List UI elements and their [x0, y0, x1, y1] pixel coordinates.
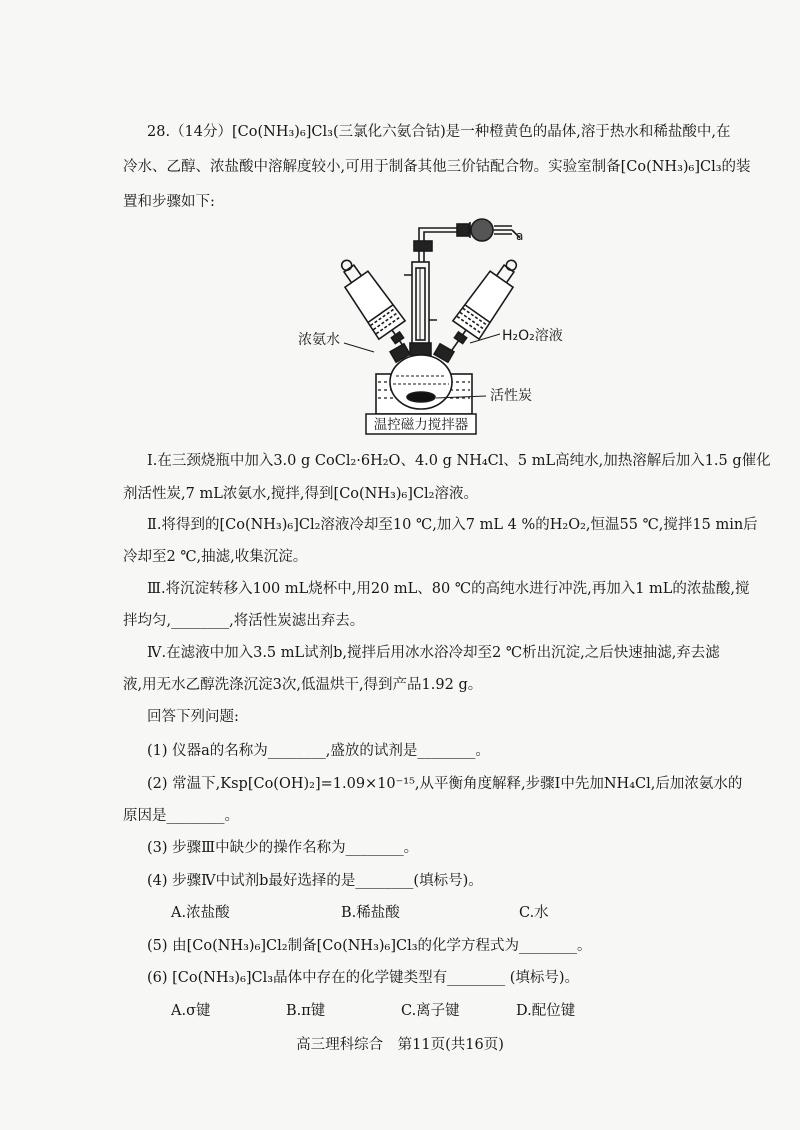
step-1-line-1: Ⅰ.在三颈烧瓶中加入3.0 g CoCl₂·6H₂O、4.0 g NH₄Cl、5 mL高纯水,加热溶解后加入1.5 g催化	[147, 453, 771, 469]
diagram-label-carbon: 活性炭	[490, 388, 532, 404]
step-1-line-2: 剂活性炭,7 mL浓氨水,搅拌,得到[Co(NH₃)₆]Cl₂溶液。	[123, 486, 478, 502]
q4-option-c: C.水	[519, 905, 549, 921]
step-2-line-1: Ⅱ.将得到的[Co(NH₃)₆]Cl₂溶液冷却至10 ℃,加入7 mL 4 %的H₂O₂,恒温55 ℃,搅拌15 min后	[147, 517, 758, 533]
sub-question-6: (6) [Co(NH₃)₆]Cl₃晶体中存在的化学键类型有________ (填标号)。	[147, 970, 580, 986]
step-4-line-1: Ⅳ.在滤液中加入3.5 mL试剂b,搅拌后用冰水浴冷却至2 ℃析出沉淀,之后快速抽滤,弃去滤	[147, 645, 720, 661]
question-intro-line-2: 冷水、乙醇、浓盐酸中溶解度较小,可用于制备其他三价钴配合物。实验室制备[Co(NH₃)₆]Cl₃的装	[123, 159, 751, 175]
step-3-line-2: 拌均匀,________,将活性炭滤出弃去。	[123, 613, 365, 629]
sub-question-1: (1) 仪器a的名称为________,盛放的试剂是________。	[147, 743, 490, 759]
q4-option-a: A.浓盐酸	[171, 905, 230, 921]
answer-prompt: 回答下列问题:	[147, 709, 239, 725]
question-intro-line-3: 置和步骤如下:	[123, 194, 215, 210]
q4-option-b: B.稀盐酸	[341, 905, 400, 921]
q6-option-d: D.配位键	[516, 1003, 576, 1019]
sub-question-5: (5) 由[Co(NH₃)₆]Cl₂制备[Co(NH₃)₆]Cl₃的化学方程式为________。	[147, 938, 592, 954]
diagram-label-h2o2: H₂O₂溶液	[502, 328, 563, 344]
sub-question-2-line-2: 原因是________。	[123, 808, 239, 824]
sub-question-4: (4) 步骤Ⅳ中试剂b最好选择的是________(填标号)。	[147, 873, 483, 889]
sub-question-3: (3) 步骤Ⅲ中缺少的操作名称为________。	[147, 840, 419, 856]
step-2-line-2: 冷却至2 ℃,抽滤,收集沉淀。	[123, 549, 308, 565]
diagram-label-ammonia: 浓氨水	[298, 332, 340, 348]
diagram-label-a: a	[516, 229, 524, 243]
sub-question-2-line-1: (2) 常温下,Ksp[Co(OH)₂]=1.09×10⁻¹⁵,从平衡角度解释,步骤Ⅰ中先加NH₄Cl,后加浓氨水的	[147, 776, 743, 792]
page-footer: 高三理科综合 第11页(共16页)	[296, 1037, 504, 1053]
q6-option-c: C.离子键	[401, 1003, 460, 1019]
q6-option-b: B.π键	[286, 1003, 326, 1019]
step-3-line-1: Ⅲ.将沉淀转移入100 mL烧杯中,用20 mL、80 ℃的高纯水进行冲洗,再加入1 mL的浓盐酸,搅	[147, 581, 750, 597]
q6-option-a: A.σ键	[171, 1003, 211, 1019]
step-4-line-2: 液,用无水乙醇洗涤沉淀3次,低温烘干,得到产品1.92 g。	[123, 677, 483, 693]
diagram-label-stirrer: 温控磁力搅拌器	[373, 417, 469, 433]
question-intro-line-1: 28.（14分）[Co(NH₃)₆]Cl₃(三氯化六氨合钴)是一种橙黄色的晶体,溶于热水和稀盐酸中,在	[147, 124, 731, 140]
